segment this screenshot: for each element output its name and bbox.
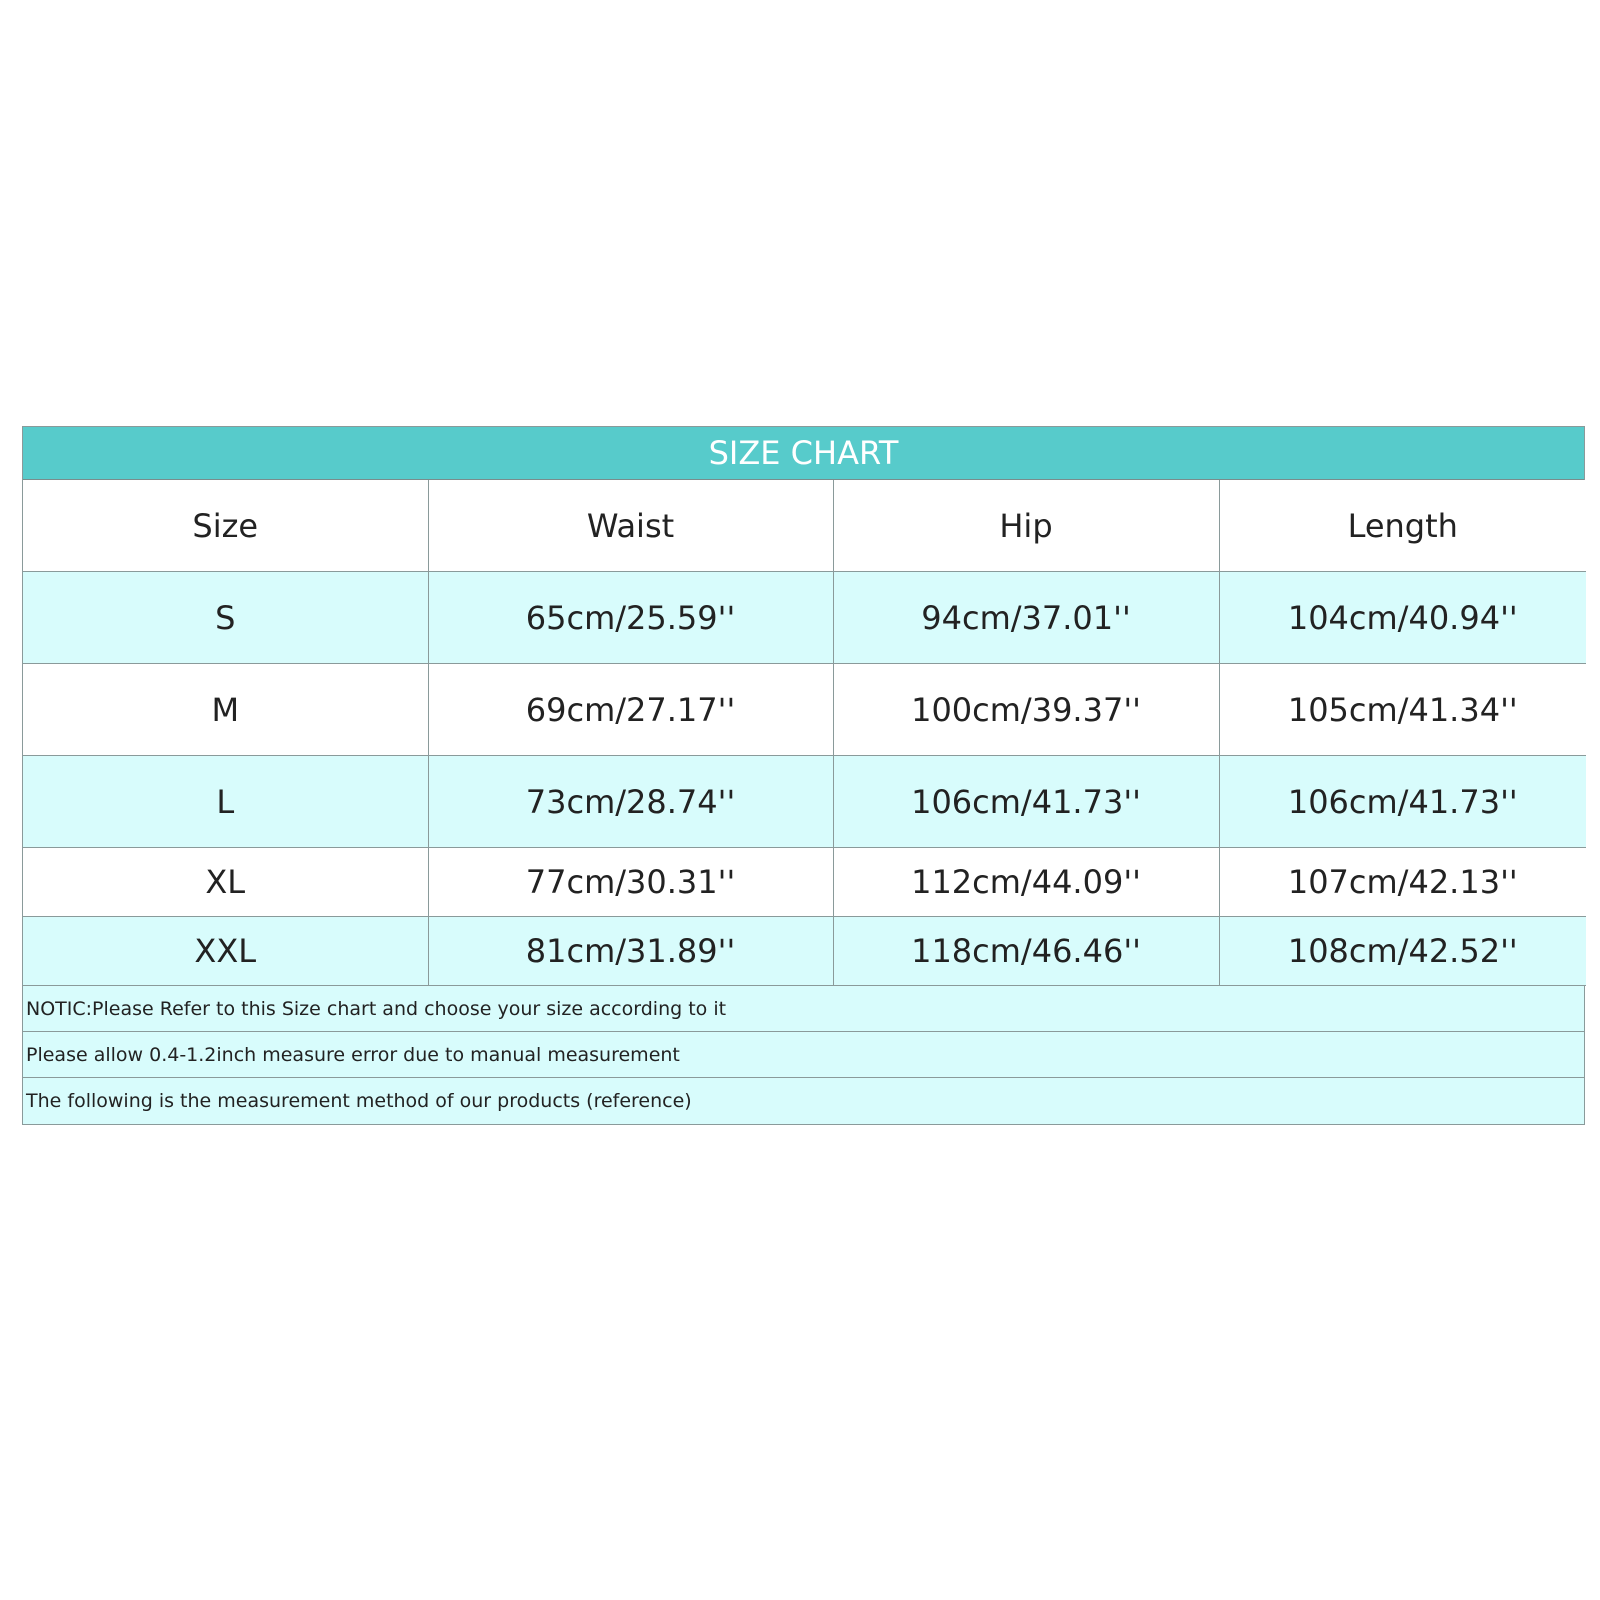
note-notice: NOTIC:Please Refer to this Size chart and choose your size according to it <box>23 986 1584 1032</box>
table-row <box>23 664 1586 756</box>
table-row <box>23 756 1586 848</box>
cell-hip: 100cm/39.37'' <box>833 664 1219 756</box>
note-measurement-method: The following is the measurement method of our products (reference) <box>23 1078 1584 1124</box>
cell-length: 108cm/42.52'' <box>1219 917 1586 986</box>
cell-length: 105cm/41.34'' <box>1219 664 1586 756</box>
header-row <box>23 480 1586 572</box>
cell-size: L <box>23 756 428 848</box>
chart-title: SIZE CHART <box>23 427 1584 480</box>
note-measure-error: Please allow 0.4-1.2inch measure error due to manual measurement <box>23 1032 1584 1078</box>
cell-size: XXL <box>23 917 428 986</box>
cell-length: 106cm/41.73'' <box>1219 756 1586 848</box>
cell-hip: 118cm/46.46'' <box>833 917 1219 986</box>
size-chart <box>22 426 1585 1125</box>
cell-hip: 106cm/41.73'' <box>833 756 1219 848</box>
header-size: Size <box>23 480 428 572</box>
table-row <box>23 572 1586 664</box>
cell-waist: 77cm/30.31'' <box>428 848 833 917</box>
size-table <box>23 480 1586 986</box>
cell-length: 107cm/42.13'' <box>1219 848 1586 917</box>
cell-hip: 94cm/37.01'' <box>833 572 1219 664</box>
cell-size: S <box>23 572 428 664</box>
header-hip: Hip <box>833 480 1219 572</box>
header-waist: Waist <box>428 480 833 572</box>
cell-size: XL <box>23 848 428 917</box>
cell-waist: 65cm/25.59'' <box>428 572 833 664</box>
cell-waist: 69cm/27.17'' <box>428 664 833 756</box>
cell-waist: 81cm/31.89'' <box>428 917 833 986</box>
cell-size: M <box>23 664 428 756</box>
cell-length: 104cm/40.94'' <box>1219 572 1586 664</box>
header-length: Length <box>1219 480 1586 572</box>
cell-waist: 73cm/28.74'' <box>428 756 833 848</box>
table-row <box>23 848 1586 917</box>
table-row <box>23 917 1586 986</box>
cell-hip: 112cm/44.09'' <box>833 848 1219 917</box>
